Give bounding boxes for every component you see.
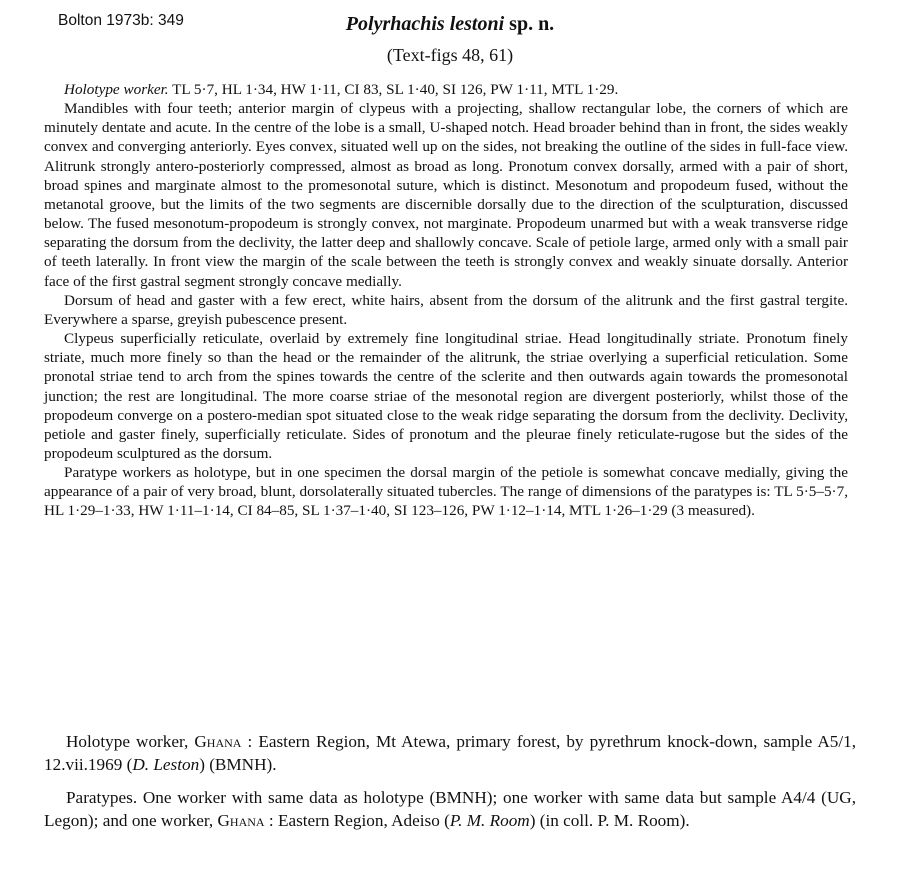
paratypes-record-text: Paratypes. One worker with same data as holotype (BMNH); one worker with same data but sample A4/4 (UG, Legon); and one worker, bbox=[44, 788, 856, 830]
holotype-record-lead: Holotype worker, bbox=[66, 732, 195, 751]
paratype-workers-paragraph: Paratype workers as holotype, but in one specimen the dorsal margin of the petiole is somewhat concave medially, giving the appearance of a pair of very broad, blunt, dorsolaterally situated tubercles. The range of dimensions of the paratypes is: TL 5·5–5·7, HL 1·29–1·33, HW 1·11–1·14, CI 84–85, SL 1·37–1·40, SI 123–126, PW 1·12–1·14, MTL 1·26–1·29 (3 measured). bbox=[44, 464, 848, 520]
material-block bbox=[44, 731, 856, 832]
sculpture-paragraph: Clypeus superficially reticulate, overlaid by extremely fine longitudinal striae. Head longitudinally striate. Pronotum finely striate, much more finely so than the head or the remainder of the alitrunk, the striae overlying a superficial reticulation. Some pronotal striae tend to arch from the spines towards the centre of the sclerite and then outwards again towards the promesonotal junction; the rest are longitudinal. The more coarse striae of the mesonotal region are divergent posteriorly, whilst those of the propodeum converge on a postero-median spot situated close to the weak ridge separating the dorsum from the declivity. Declivity, petiole and gaster finely, superficially reticulate. Sides of pronotum and the pleurae finely reticulate-rugose but the sides of the propodeum sculptured as the dorsum. bbox=[44, 330, 848, 462]
holotype-record-depository: ) (BMNH). bbox=[199, 754, 277, 774]
species-title bbox=[0, 13, 900, 36]
citation: Bolton 1973b: 349 bbox=[58, 12, 184, 29]
figure-reference: (Text-figs 48, 61) bbox=[386, 45, 514, 65]
holotype-country: Ghana bbox=[194, 732, 242, 751]
holotype-record bbox=[44, 731, 856, 776]
description-block bbox=[44, 80, 848, 521]
pilosity-paragraph: Dorsum of head and gaster with a few erect, white hairs, absent from the dorsum of the alitrunk and the first gastral tergite. Everywhere a sparse, greyish pubescence present. bbox=[44, 291, 848, 328]
holotype-label: Holotype worker. bbox=[64, 81, 169, 98]
species-name: Polyrhachis lestoni bbox=[345, 13, 505, 35]
paratypes-record bbox=[44, 787, 856, 832]
holotype-description bbox=[44, 80, 848, 99]
holotype-collector: D. Leston bbox=[132, 754, 200, 774]
paratypes-collector: P. M. Room bbox=[449, 810, 530, 830]
holotype-measurements: TL 5·7, HL 1·34, HW 1·11, CI 83, SL 1·40, SI 126, PW 1·11, MTL 1·29. bbox=[168, 81, 619, 98]
paratypes-record-locality: : Eastern Region, Adeiso ( bbox=[264, 810, 450, 830]
paratypes-country: Ghana bbox=[217, 810, 265, 830]
paratypes-record-depository: ) (in coll. P. M. Room). bbox=[529, 810, 690, 830]
holotype-record-text: : Eastern Region, Mt Atewa, primary forest, by pyrethrum knock-down, sample A5/1, 12.vii.1969 ( bbox=[44, 732, 856, 774]
species-suffix: sp. n. bbox=[504, 13, 555, 35]
holotype-morphology: Mandibles with four teeth; anterior margin of clypeus with a projecting, shallow rectangular lobe, the corners of which are minutely dentate and acute. In the centre of the lobe is a small, U-shaped notch. Head broader behind than in front, the sides weakly convex and converging anteriorly. Eyes convex, situated well up on the sides, not breaking the outline of the sides in full-face view. Alitrunk strongly antero-posteriorly compressed, almost as broad as long. Pronotum convex dorsally, armed with a pair of short, broad spines and marginate almost to the promesonotal suture, which is distinct. Mesonotum and propodeum fused, without the metanotal groove, but the limits of the two segments are discernible dorsally due to the direction of the sculpturation, discussed below. The fused mesonotum-propodeum is strongly convex, not marginate. Propodeum unarmed but with a weak transverse ridge separating the dorsum from the declivity, the latter deep and shallowly concave. Scale of petiole large, armed only with a small pair of teeth laterally. In front view the margin of the scale between the teeth is strongly convex and weakly sinuate dorsally. Anterior face of the first gastral segment strongly concave medially. bbox=[44, 100, 848, 290]
